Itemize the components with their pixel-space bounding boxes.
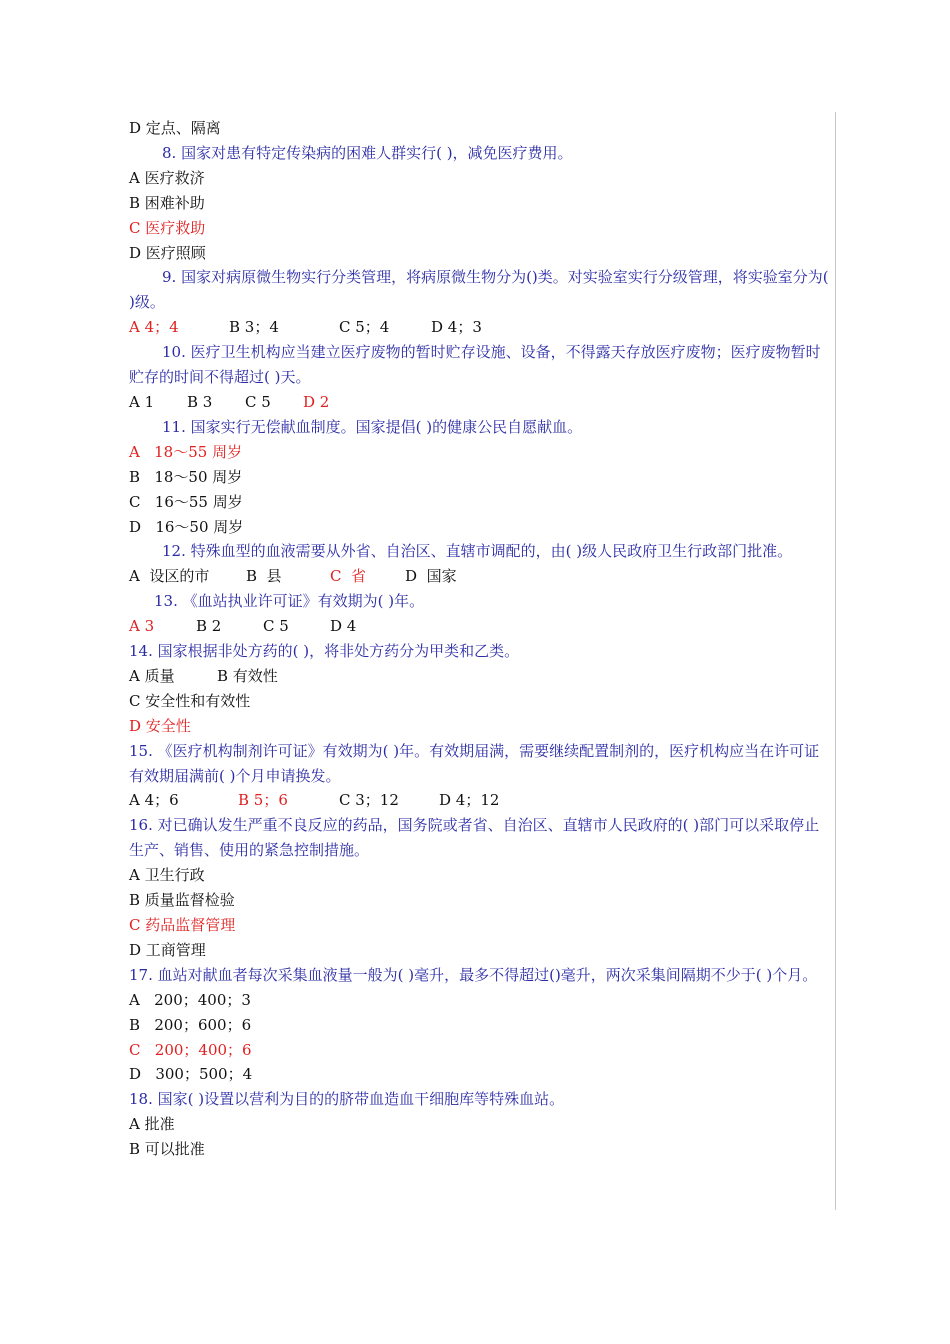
question-text: 16. 对已确认发生严重不良反应的药品，国务院或者省、自治区、直辖市人民政府的( )部门可以采取停止生产、销售、使用的紧急控制措施。 bbox=[129, 816, 820, 860]
option-text: C 5；4 bbox=[339, 318, 390, 337]
option-text: D 工商管理 bbox=[129, 940, 206, 959]
option-text: B 有效性 bbox=[217, 666, 278, 685]
option-text: B 困难补助 bbox=[129, 193, 205, 212]
option-text: D 300；500；4 bbox=[129, 1065, 253, 1084]
answer-option: D 安全性 bbox=[129, 716, 191, 735]
inline-options bbox=[129, 614, 834, 639]
option-text: B 2 bbox=[196, 617, 222, 636]
answer-option: A 3 bbox=[129, 617, 155, 636]
answer-option: D 2 bbox=[303, 392, 330, 411]
question-text: 14. 国家根据非处方药的( )，将非处方药分为甲类和乙类。 bbox=[129, 642, 520, 661]
option-text: C 安全性和有效性 bbox=[129, 691, 251, 710]
option-text: A 1 bbox=[129, 392, 155, 411]
answer-option: C 医疗救助 bbox=[129, 218, 206, 237]
question-text: 13. 《血站执业许可证》有效期为( )年。 bbox=[154, 592, 425, 611]
inline-options bbox=[129, 664, 834, 689]
question-text: 11. 国家实行无偿献血制度。国家提倡( )的健康公民自愿献血。 bbox=[162, 417, 583, 436]
option-text: A 医疗救济 bbox=[129, 168, 205, 187]
option-text: C 5 bbox=[263, 617, 289, 636]
option-text: A 设区的市 bbox=[129, 567, 210, 586]
option-text: D 4 bbox=[330, 617, 357, 636]
option-text: C 16～55 周岁 bbox=[129, 492, 243, 511]
answer-option: C 200；400；6 bbox=[129, 1040, 252, 1059]
option-text: D 16～50 周岁 bbox=[129, 517, 244, 536]
answer-option: C 药品监督管理 bbox=[129, 916, 236, 934]
option-text: D 4；12 bbox=[439, 791, 500, 810]
document-body bbox=[129, 116, 834, 1162]
option-text: A 200；400；3 bbox=[129, 990, 251, 1009]
option-text: B 3；4 bbox=[229, 318, 279, 337]
question-text: 18. 国家( )设置以营利为目的的脐带血造血干细胞库等特殊血站。 bbox=[129, 1090, 565, 1109]
right-margin-rule bbox=[835, 112, 836, 1210]
question-text: 8. 国家对患有特定传染病的困难人群实行( )，减免医疗费用。 bbox=[162, 143, 573, 162]
question-text: 9. 国家对病原微生物实行分类管理，将病原微生物分为()类。对实验室实行分级管理，将实验室分为( )级。 bbox=[129, 268, 829, 312]
inline-options bbox=[129, 564, 834, 589]
option-text: B 200；600；6 bbox=[129, 1015, 252, 1034]
option-text: C 5 bbox=[245, 392, 271, 411]
answer-option: A 4；4 bbox=[129, 318, 179, 337]
option-text: D 定点、隔离 bbox=[129, 119, 221, 137]
inline-options bbox=[129, 390, 834, 415]
option-text: B 可以批准 bbox=[129, 1140, 205, 1159]
option-text: B 18～50 周岁 bbox=[129, 467, 243, 486]
option-text: B 县 bbox=[246, 567, 282, 586]
option-text: B 3 bbox=[187, 392, 213, 411]
option-text: C 3；12 bbox=[339, 791, 399, 810]
option-text: B 质量监督检验 bbox=[129, 891, 235, 910]
inline-options bbox=[129, 315, 834, 340]
question-text: 10. 医疗卫生机构应当建立医疗废物的暂时贮存设施、设备，不得露天存放医疗废物；医疗废物暂时贮存的时间不得超过( )天。 bbox=[129, 343, 821, 387]
option-text: A 卫生行政 bbox=[129, 866, 205, 885]
option-text: D 4；3 bbox=[431, 318, 482, 337]
question-text: 17. 血站对献血者每次采集血液量一般为( )毫升，最多不得超过()毫升，两次采集间隔期不少于( )个月。 bbox=[129, 965, 818, 984]
option-text: A 质量 bbox=[129, 666, 175, 685]
question-text: 12. 特殊血型的血液需要从外省、自治区、直辖市调配的，由( )级人民政府卫生行政部门批准。 bbox=[162, 542, 793, 561]
answer-option: C 省 bbox=[330, 567, 367, 586]
question-text: 15. 《医疗机构制剂许可证》有效期为( )年。有效期届满，需要继续配置制剂的，医疗机构应当在许可证有效期届满前( )个月申请换发。 bbox=[129, 741, 820, 785]
option-text: D 国家 bbox=[405, 567, 457, 586]
option-text: A 4；6 bbox=[129, 791, 179, 810]
inline-options bbox=[129, 788, 834, 813]
option-text: D 医疗照顾 bbox=[129, 243, 206, 262]
option-text: A 批准 bbox=[129, 1115, 175, 1134]
answer-option: A 18～55 周岁 bbox=[129, 442, 243, 461]
answer-option: B 5；6 bbox=[238, 791, 288, 810]
